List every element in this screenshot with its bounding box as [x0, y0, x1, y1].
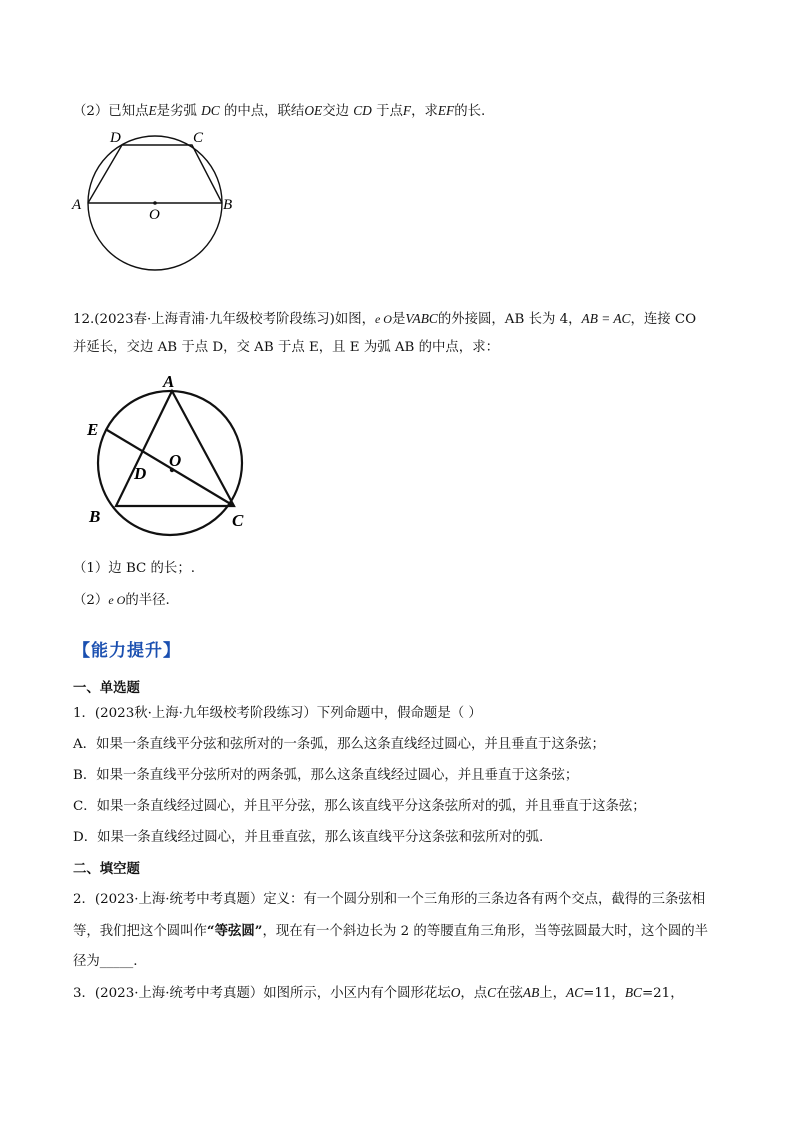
label-d: D [134, 464, 147, 483]
q2-line1: 2．(2023·上海·统考中考真题）定义：有一个圆分别和一个三角形的三条边各有两个交点，截得的三条弦相 [73, 892, 706, 907]
figure-circle-trapezoid [70, 125, 250, 290]
q12-part1: （1）边 BC 的长；. [73, 561, 195, 576]
label-d: D [110, 130, 121, 146]
label-a: A [72, 197, 82, 213]
q11-part2-text: （2）已知点E是劣弧 DC 的中点，联结OE交边 CD 于点F，求EF的长. [73, 103, 486, 119]
label-e: E [87, 420, 99, 439]
section-heading: 【能力提升】 [73, 641, 181, 661]
label-o: O [149, 207, 160, 223]
label-b: B [89, 507, 101, 526]
subsection-single-choice: 一、单选题 [73, 680, 140, 696]
figure-inscribed-triangle [80, 368, 260, 538]
label-c: C [193, 130, 204, 146]
q12-line2: 并延长，交边 AB 于点 D，交 AB 于点 E，且 E 为弧 AB 的中点，求： [73, 340, 499, 355]
q12-part2: （2）e O的半径. [73, 593, 170, 608]
q1-stem: 1．(2023秋·上海·九年级校考阶段练习）下列命题中，假命题是（ ） [73, 706, 482, 721]
q3-line1: 3．(2023·上海·统考中考真题）如图所示，小区内有个圆形花坛O，点C在弦AB上，AC=11，BC=21， [73, 985, 684, 1001]
label-o: O [169, 451, 182, 470]
center-point [153, 201, 157, 205]
q1-option-c: C．如果一条直线经过圆心，并且平分弦，那么该直线平分这条弦所对的弧，并且垂直于这条弦； [73, 799, 646, 814]
q2-line2: 等，我们把这个圆叫作“等弦圆”，现在有一个斜边长为 2 的等腰直角三角形，当等弦圆最大时，这个圆的半 [73, 923, 709, 939]
label-c: C [232, 511, 244, 530]
label-b: B [223, 197, 233, 213]
subsection-fill-blank: 二、填空题 [73, 861, 140, 877]
q1-option-a: A．如果一条直线平分弦和弦所对的一条弧，那么这条直线经过圆心，并且垂直于这条弦； [73, 737, 605, 752]
label-a: A [163, 372, 175, 391]
q12-line1: 12.(2023春·上海青浦·九年级校考阶段练习)如图，e O是VABC的外接圆，AB 长为 4，AB = AC，连接 CO [73, 311, 697, 327]
q1-option-b: B．如果一条直线平分弦所对的两条弧，那么这条直线经过圆心，并且垂直于这条弦； [73, 768, 579, 783]
q1-option-d: D．如果一条直线经过圆心，并且垂直弦，那么该直线平分这条弦和弦所对的弧. [73, 830, 544, 845]
trapezoid-abcd [88, 145, 222, 203]
q2-line3: 径为_____. [73, 954, 138, 969]
